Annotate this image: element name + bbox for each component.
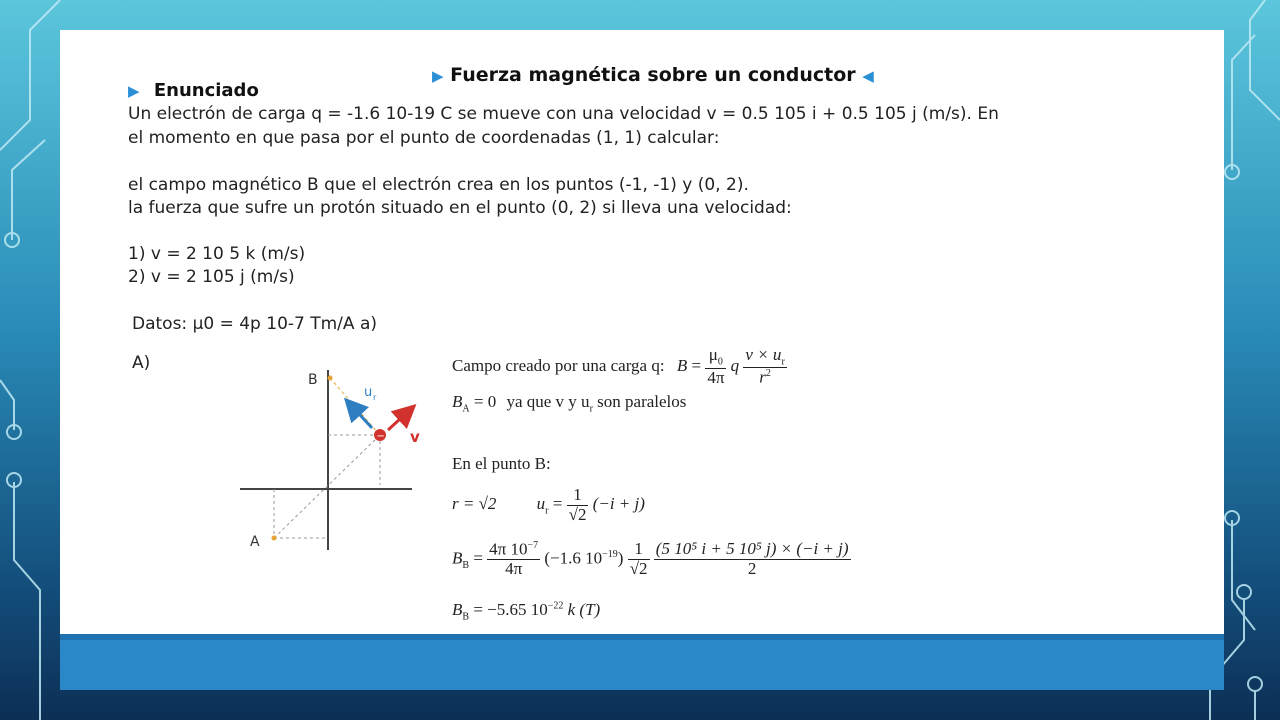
ba-lhs: B (452, 392, 463, 411)
campo-label: Campo creado por una carga q: (452, 355, 665, 375)
circuit-line (0, 380, 14, 430)
en-punto-b: En el punto B: (452, 454, 551, 473)
footer-bar (60, 634, 1224, 690)
ba-tail: son paralelos (597, 392, 687, 411)
equation-bb (452, 540, 851, 579)
ur-vec: (−i + j) (592, 494, 645, 514)
eq1-lhs: B (676, 355, 688, 375)
equation-ba (452, 392, 686, 414)
v-label: v (410, 428, 420, 446)
paragraph-line2: el momento en que pasa por el punto de coordenadas (1, 1) calcular: (128, 128, 720, 148)
eq1-num: v × u (745, 345, 782, 364)
slide-content (60, 30, 1224, 634)
circuit-line (14, 482, 40, 720)
bb-den3: 2 (747, 559, 757, 579)
eq1-den: r (759, 368, 766, 388)
section-heading (128, 80, 259, 101)
point-b-label: B (308, 372, 318, 388)
point-a (272, 536, 277, 541)
circuit-node (1248, 677, 1262, 691)
equation-campo: Campo creado por una carga q: B = $\frac{\mu_0}{4\pi}$ q $\frac{v \times u_r}{r^2}$ (452, 345, 785, 388)
point-a-label: A (250, 534, 260, 550)
ba-ur-sub: r (589, 403, 593, 415)
eq1-4pi: 4π (707, 367, 725, 387)
ur-sub: r (545, 505, 549, 517)
bb-fraction-1 (487, 540, 540, 579)
eq1-vector-fraction (743, 346, 786, 388)
eq1-mu-fraction (705, 346, 726, 387)
circuit-node (1237, 585, 1251, 599)
eq1-mu-sub: 0 (717, 356, 723, 368)
bb-charge: (−1.6 10 (544, 548, 603, 568)
title-left-arrow-icon: ▶ (432, 67, 444, 85)
ur-lhs: u (536, 494, 546, 514)
ur-num: 1 (567, 486, 589, 506)
eq1-den-sup: 2 (765, 368, 771, 380)
datos-line: Datos: μ0 = 4p 10-7 Tm/A a) (132, 314, 377, 334)
case-1: 1) v = 2 10 5 k (m/s) (128, 244, 306, 264)
r-eq: r = √2 (452, 494, 497, 514)
ur-den: √2 (568, 504, 587, 524)
eq1-num-sub: r (781, 356, 785, 368)
title-right-arrow-icon: ◀ (862, 67, 874, 85)
paragraph-line1: Un electrón de carga q = -1.6 10-19 C se mueve con una velocidad v = 0.5 105 i + 0.5 105 j (m/s). En (128, 104, 999, 124)
item-2: la fuerza que sufre un protón situado en el punto (0, 2) si lleva una velocidad: (128, 198, 792, 218)
circuit-line (0, 0, 60, 150)
bb2-sub: B (462, 611, 470, 623)
bb-den1: 4π (505, 559, 523, 579)
ur-eq: = (552, 494, 563, 514)
ur-fraction (567, 486, 589, 524)
ba-line: ya que v y u (506, 392, 590, 411)
equation-r-ur (452, 486, 645, 524)
bb-fraction-3 (654, 540, 851, 578)
eq1-mu: μ (708, 345, 718, 365)
circuit-line (1250, 0, 1280, 120)
bb-num1-sup: −7 (527, 540, 539, 551)
bb2-eq: = −5.65 10 (473, 600, 548, 619)
bb2-lhs: B (452, 600, 463, 619)
circuit-line (1232, 35, 1255, 170)
point-b (328, 376, 333, 381)
bb2-tail: k (T) (567, 600, 601, 619)
bb-num2: 1 (628, 540, 650, 560)
circuit-line (12, 140, 45, 240)
bullet-arrow-icon: ▶ (128, 82, 140, 100)
ur-label: u (364, 385, 373, 400)
bb-lhs: B (452, 548, 463, 568)
vector-diagram (230, 350, 430, 560)
slide-title-group (432, 64, 874, 86)
bb-fraction-2 (628, 540, 650, 578)
bb-num3: (5 10⁵ i + 5 10⁵ j) × (−i + j) (655, 539, 849, 559)
bb-charge-sup: −19 (602, 548, 618, 560)
bb-eq: = (473, 548, 483, 568)
part-a-label: A) (132, 353, 151, 373)
item-1: el campo magnético B que el electrón crea en los puntos (-1, -1) y (0, 2). (128, 175, 749, 195)
ur-vector (348, 402, 372, 428)
bb-sub: B (462, 559, 470, 571)
bb-charge-close: ) (617, 548, 624, 568)
ur-sub-label: r (373, 393, 377, 402)
v-vector (388, 408, 412, 430)
bb-num1: 4π 10 (489, 539, 528, 559)
equation-bb-result (452, 600, 600, 622)
ba-sub: A (462, 403, 470, 415)
slide-title: Fuerza magnética sobre un conductor (450, 64, 856, 86)
section-label: Enunciado (153, 80, 259, 101)
ba-eq: = 0 (473, 392, 497, 411)
case-2: 2) v = 2 105 j (m/s) (128, 267, 295, 287)
bb-den2: √2 (629, 559, 648, 579)
charge-sign: − (376, 431, 385, 442)
bb2-sup: −22 (547, 600, 564, 612)
eq1-q: q (730, 355, 740, 375)
